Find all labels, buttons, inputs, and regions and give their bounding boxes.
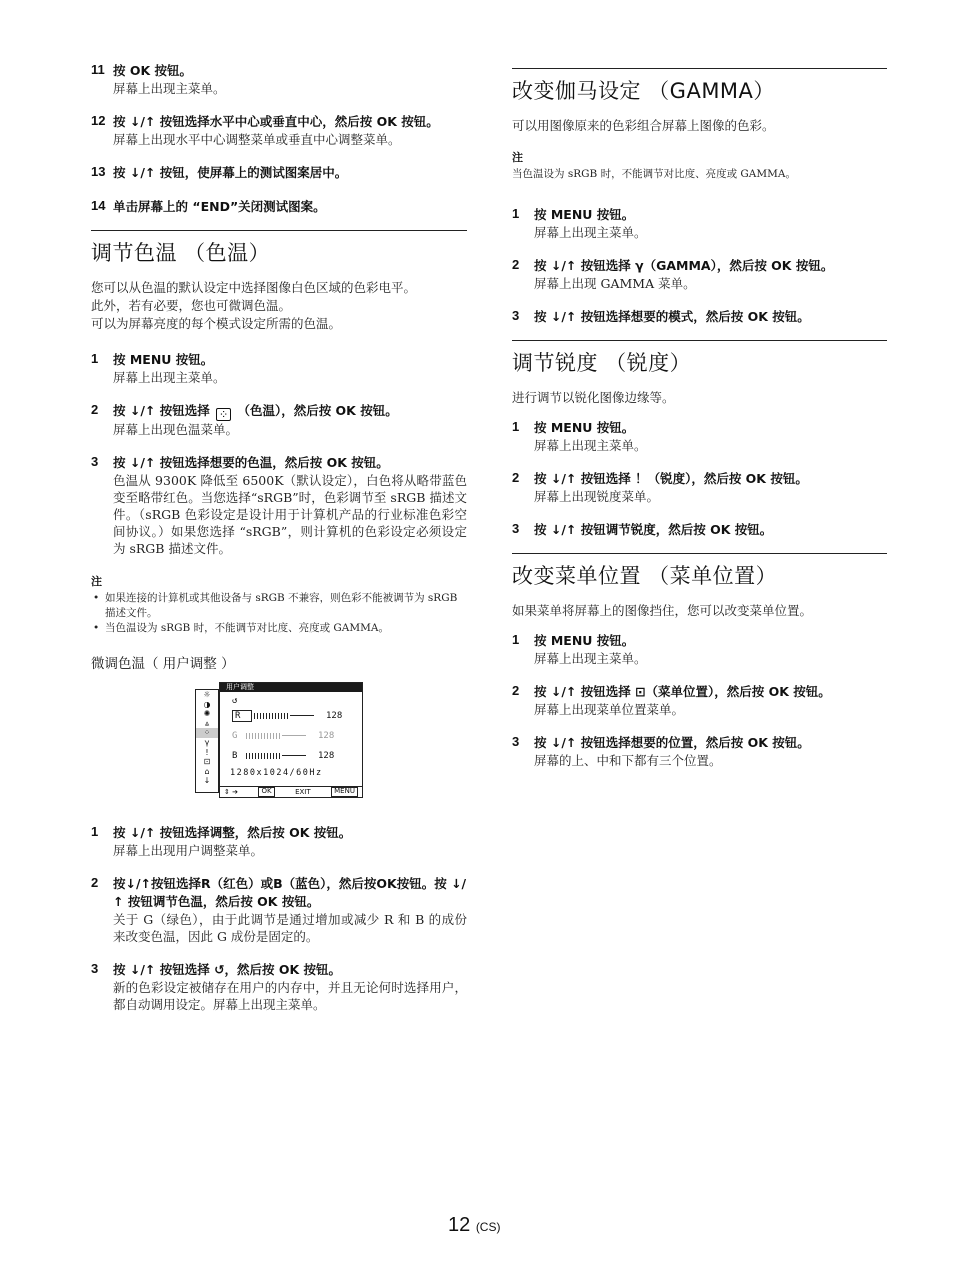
intro-line: 此外，若有必要，您也可微调色温。	[91, 298, 292, 313]
menu-step-2	[512, 683, 887, 718]
step-result: 屏幕上出现主菜单。	[113, 370, 226, 385]
step-result: 屏幕的上、中和下都有三个位置。	[534, 753, 722, 768]
sharpness-icon: !	[205, 747, 209, 757]
osd-row-g	[232, 726, 354, 746]
step-instruction: 按 MENU 按钮。	[534, 633, 635, 648]
intro-line: 您可以从色温的默认设定中选择图像白色区域的色彩电平。	[91, 280, 417, 295]
step-number: 1	[91, 824, 99, 839]
step-instruction: 按 ↓/↑ 按钮选择 ⊡（菜单位置），然后按 OK 按钮。	[534, 684, 831, 699]
osd-footer	[220, 786, 362, 797]
instruction-part: 按 ↓/↑ 按钮选择	[113, 403, 210, 418]
step-result: 屏幕上出现水平中心调整菜单或垂直中心调整菜单。	[113, 132, 401, 147]
osd-row-b	[232, 746, 354, 766]
gamma-step-1	[512, 206, 887, 241]
step-result: 屏幕上出现主菜单。	[534, 225, 647, 240]
step-instruction: 单击屏幕上的 “END”关闭测试图案。	[113, 199, 326, 214]
step-number: 13	[91, 164, 106, 179]
section-intro: 可以用图像原来的色彩组合屏幕上图像的色彩。	[512, 118, 775, 133]
step-number: 2	[512, 683, 520, 698]
mode-icon: ⩓	[204, 718, 210, 728]
step-number: 2	[512, 470, 520, 485]
step-instruction: 按 ↓/↑ 按钮选择 ！（锐度），然后按 OK 按钮。	[534, 471, 808, 486]
step-11	[91, 62, 467, 97]
step-number: 1	[512, 632, 520, 647]
step-number: 3	[91, 961, 99, 976]
return-icon: ↺	[232, 696, 238, 706]
menu-step-1	[512, 632, 887, 667]
step-result: 屏幕上出现锐度菜单。	[534, 489, 660, 504]
page-number-value: 12	[448, 1214, 471, 1236]
section-title: 改变伽马设定 （GAMMA）	[512, 79, 775, 103]
gamma-step-3	[512, 308, 887, 326]
step-instruction: 按 OK 按钮。	[113, 63, 193, 78]
step-instruction: 按 MENU 按钮。	[534, 207, 635, 222]
subsection-title: 微调色温（ 用户调整 ）	[91, 656, 235, 672]
page-lang-code: (CS)	[475, 1220, 501, 1234]
row-value: 128	[318, 751, 335, 761]
note-title: 注	[512, 151, 523, 164]
color-temp-icon: ⁘	[216, 408, 231, 421]
step-number: 2	[91, 402, 99, 417]
step-instruction: 按 ↓/↑ 按钮选择想要的模式，然后按 OK 按钮。	[534, 309, 810, 324]
step-instruction: 按 ↓/↑ 按钮选择调整，然后按 OK 按钮。	[113, 825, 352, 840]
menu-label: MENU	[331, 787, 358, 797]
step-instruction: 按↓/↑按钮选择R（红色）或B（蓝色），然后按OK按钮。按 ↓/↑ 按钮调节色温，然后按 OK 按钮。	[113, 876, 467, 909]
section-intro: 进行调节以锐化图像边缘等。	[512, 390, 675, 405]
step-instruction: 按 ↓/↑ 按钮选择水平中心或垂直中心，然后按 OK 按钮。	[113, 114, 439, 129]
step-result: 关于 G（绿色），由于此调节是通过增加或减少 R 和 B 的成份来改变色温，因此 G 成份是固定的。	[113, 912, 467, 944]
osd-row-r	[232, 706, 354, 726]
section-gamma	[512, 68, 887, 326]
menu-position-icon: ⊡	[203, 757, 211, 767]
step-1	[91, 351, 467, 386]
step-result: 色温从 9300K 降低至 6500K（默认设定），白色将从略带蓝色变至略带红色。当您选择“sRGB”时，色彩调节至 sRGB 描述文件。（sRGB 色彩设定是设计用于计算机产品的行业标准色彩空间协议。）如果您选择 “sRGB”，则计算机的色彩设定必须设定为 sRGB 描述文件。	[113, 473, 467, 556]
section-title: 改变菜单位置 （菜单位置）	[512, 564, 778, 588]
step-number: 1	[512, 206, 520, 221]
step-number: 2	[91, 875, 99, 890]
left-column	[91, 62, 467, 1029]
step-result: 屏幕上出现色温菜单。	[113, 422, 239, 437]
section-menu-position	[512, 553, 887, 769]
note-item: • 如果连接的计算机或其他设备与 sRGB 不兼容，则色彩不能被调节为 sRGB 描述文件。	[91, 591, 467, 621]
step-14	[91, 198, 467, 216]
ok-label: OK	[258, 787, 274, 797]
row-label: B	[232, 751, 238, 761]
step-12	[91, 113, 467, 148]
row-label: R	[232, 710, 252, 722]
step-number: 3	[512, 308, 520, 323]
step-number: 3	[91, 454, 99, 469]
note-title: 注	[91, 575, 102, 588]
step-result: 屏幕上出现菜单位置菜单。	[534, 702, 685, 717]
step-result: 新的色彩设定被储存在用户的内存中，并且无论何时选择用户，都自动调用设定。屏幕上出现主菜单。	[113, 980, 467, 1012]
row-value: 128	[318, 731, 335, 741]
step-instruction: 按 MENU 按钮。	[113, 352, 214, 367]
step-instruction: 按 ↓/↑ 按钮选择 ↺，然后按 OK 按钮。	[113, 962, 342, 977]
section-intro	[91, 279, 467, 333]
section-title: 调节锐度 （锐度）	[512, 351, 692, 375]
step-number: 11	[91, 62, 105, 77]
osd-resolution: 1280x1024/60Hz	[230, 768, 323, 778]
step-result: 屏幕上出现主菜单。	[534, 651, 647, 666]
step-result: 屏幕上出现主菜单。	[113, 81, 226, 96]
instruction-part: （色温），然后按 OK 按钮。	[237, 403, 398, 418]
step-result: 屏幕上出现主菜单。	[534, 438, 647, 453]
step-number: 1	[512, 419, 520, 434]
value-bar	[246, 733, 306, 739]
step-result: 屏幕上出现 GAMMA 菜单。	[534, 276, 696, 291]
menu-step-3	[512, 734, 887, 769]
osd-panel	[219, 682, 363, 798]
section-title: 调节色温 （色温）	[91, 241, 271, 265]
section-color-temp	[91, 230, 467, 1013]
color-temp-icon: ⁘	[196, 728, 218, 738]
step-3	[91, 454, 467, 557]
step-instruction: 按 ↓/↑ 按钮选择想要的色温，然后按 OK 按钮。	[113, 455, 389, 470]
step-instruction: 按 ↓/↑ 按钮调节锐度，然后按 OK 按钮。	[534, 522, 773, 537]
brightness-icon: ☼	[203, 690, 211, 699]
page-number	[448, 1214, 500, 1237]
note-text: 当色温设为 sRGB 时，不能调节对比度、亮度或 GAMMA。	[512, 168, 796, 180]
step-number: 2	[512, 257, 520, 272]
up-down-icon: ⇕ ➔	[224, 788, 238, 796]
osd-user-adjust-illustration	[195, 682, 363, 798]
value-bar	[254, 713, 314, 719]
row-value: 128	[326, 711, 343, 721]
sharp-step-1	[512, 419, 887, 454]
section-intro: 如果菜单将屏幕上的图像挡住，您可以改变菜单位置。	[512, 603, 813, 618]
osd-rows	[220, 692, 362, 766]
value-bar	[246, 753, 306, 759]
arrow-down-icon: ↓	[203, 776, 211, 786]
exit-label: EXIT	[295, 788, 311, 796]
step-number: 3	[512, 521, 520, 536]
step-number: 1	[91, 351, 99, 366]
step-2	[91, 402, 467, 438]
osd-title: 用户调整	[220, 683, 362, 692]
intro-line: 可以为屏幕亮度的每个模式设定所需的色温。	[91, 316, 342, 331]
sharp-step-2	[512, 470, 887, 505]
step-13	[91, 164, 467, 182]
sun-icon: ✺	[203, 709, 211, 719]
sharp-step-3	[512, 521, 887, 539]
step-instruction: 按 ↓/↑ 按钮选择 γ（GAMMA），然后按 OK 按钮。	[534, 258, 834, 273]
fine-step-3	[91, 961, 467, 1013]
step-instruction	[113, 402, 467, 421]
step-result: 屏幕上出现用户调整菜单。	[113, 843, 264, 858]
row-label: G	[232, 731, 238, 741]
fine-step-1	[91, 824, 467, 859]
osd-sidebar	[195, 689, 219, 793]
note-list	[91, 591, 467, 636]
right-column	[512, 62, 887, 785]
section-sharpness	[512, 340, 887, 539]
step-instruction: 按 MENU 按钮。	[534, 420, 635, 435]
note-item: • 当色温设为 sRGB 时，不能调节对比度、亮度或 GAMMA。	[91, 621, 467, 636]
step-number: 3	[512, 734, 520, 749]
step-number: 12	[91, 113, 106, 128]
step-instruction: 按 ↓/↑ 按钮，使屏幕上的测试图案居中。	[113, 165, 348, 180]
reset-icon: ⌂	[204, 766, 210, 776]
step-instruction: 按 ↓/↑ 按钮选择想要的位置，然后按 OK 按钮。	[534, 735, 810, 750]
contrast-icon: ◑	[203, 699, 211, 709]
gamma-icon: γ	[204, 737, 210, 747]
fine-step-2	[91, 875, 467, 945]
gamma-step-2	[512, 257, 887, 292]
step-number: 14	[91, 198, 106, 213]
